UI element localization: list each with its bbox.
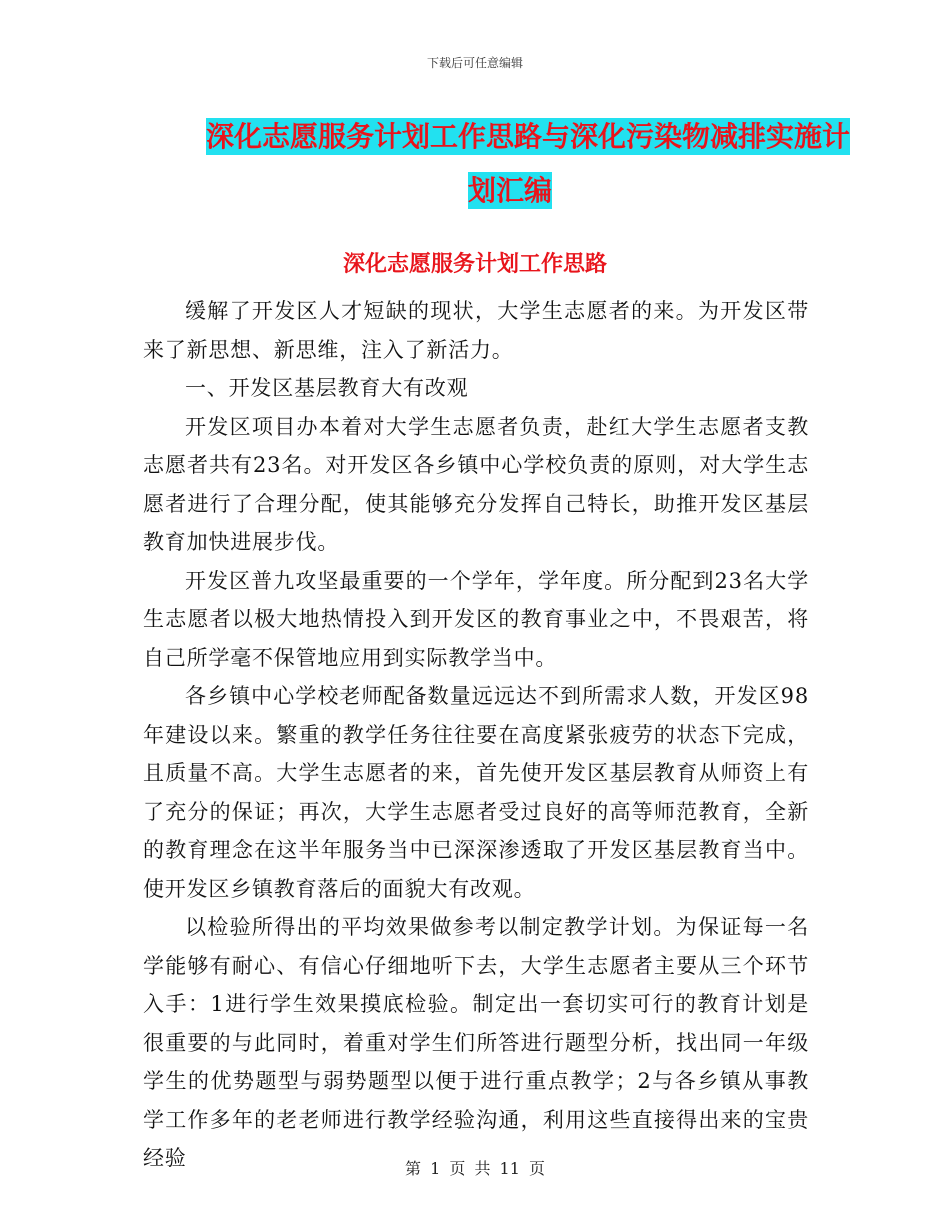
document-title-line-1 — [140, 110, 850, 164]
paragraph: 各乡镇中心学校老师配备数量远远达不到所需求人数，开发区98年建设以来。繁重的教学任务往往要在高度紧张疲劳的状态下完成，且质量不高。大学生志愿者的来，首先使开发区基层教育从师资上有了充分的保证；再次，大学生志愿者受过良好的高等师范教育，全新的教育理念在这半年服务当中已深深渗透取了开发区基层教育当中。使开发区乡镇教育落后的面貌大有改观。 — [143, 684, 809, 901]
title-highlight-2: 划汇编 — [467, 174, 552, 207]
paragraph: 开发区项目办本着对大学生志愿者负责，赴红大学生志愿者支教志愿者共有23名。对开发区各乡镇中心学校负责的原则，对大学生志愿者进行了合理分配，使其能够充分发挥自己特长，助推开发区基层教育加快进展步伐。 — [143, 414, 809, 554]
document-title — [140, 110, 850, 218]
paragraph: 开发区普九攻坚最重要的一个学年，学年度。所分配到23名大学生志愿者以极大地热情投入到开发区的教育事业之中，不畏艰苦，将自己所学毫不保管地应用到实际教学当中。 — [143, 568, 809, 670]
body-text — [143, 292, 809, 1178]
page-footer: 第 1 页 共 11 页 — [405, 1159, 545, 1178]
paragraph: 缓解了开发区人才短缺的现状，大学生志愿者的来。为开发区带来了新思想、新思维，注入了新活力。 — [143, 299, 809, 362]
paragraph: 以检验所得出的平均效果做参考以制定教学计划。为保证每一名学能够有耐心、有信心仔细地听下去，大学生志愿者主要从三个环节入手：1进行学生效果摸底检验。制定出一套切实可行的教育计划是很重要的与此同时，着重对学生们所答进行题型分析，找出同一年级学生的优势题型与弱势题型以便于进行重点教学；2与各乡镇从事教学工作多年的老老师进行教学经验沟通，利用这些直接得出来的宝贵经验 — [143, 915, 809, 1170]
header-note: 下载后可任意编辑 — [426, 56, 523, 70]
section-title: 深化志愿服务计划工作思路 — [342, 252, 607, 277]
document-title-line-2 — [140, 164, 850, 218]
title-highlight-1: 深化志愿服务计划工作思路与深化污染物减排实施计 — [205, 120, 850, 153]
paragraph-heading: 一、开发区基层教育大有改观 — [185, 376, 469, 400]
